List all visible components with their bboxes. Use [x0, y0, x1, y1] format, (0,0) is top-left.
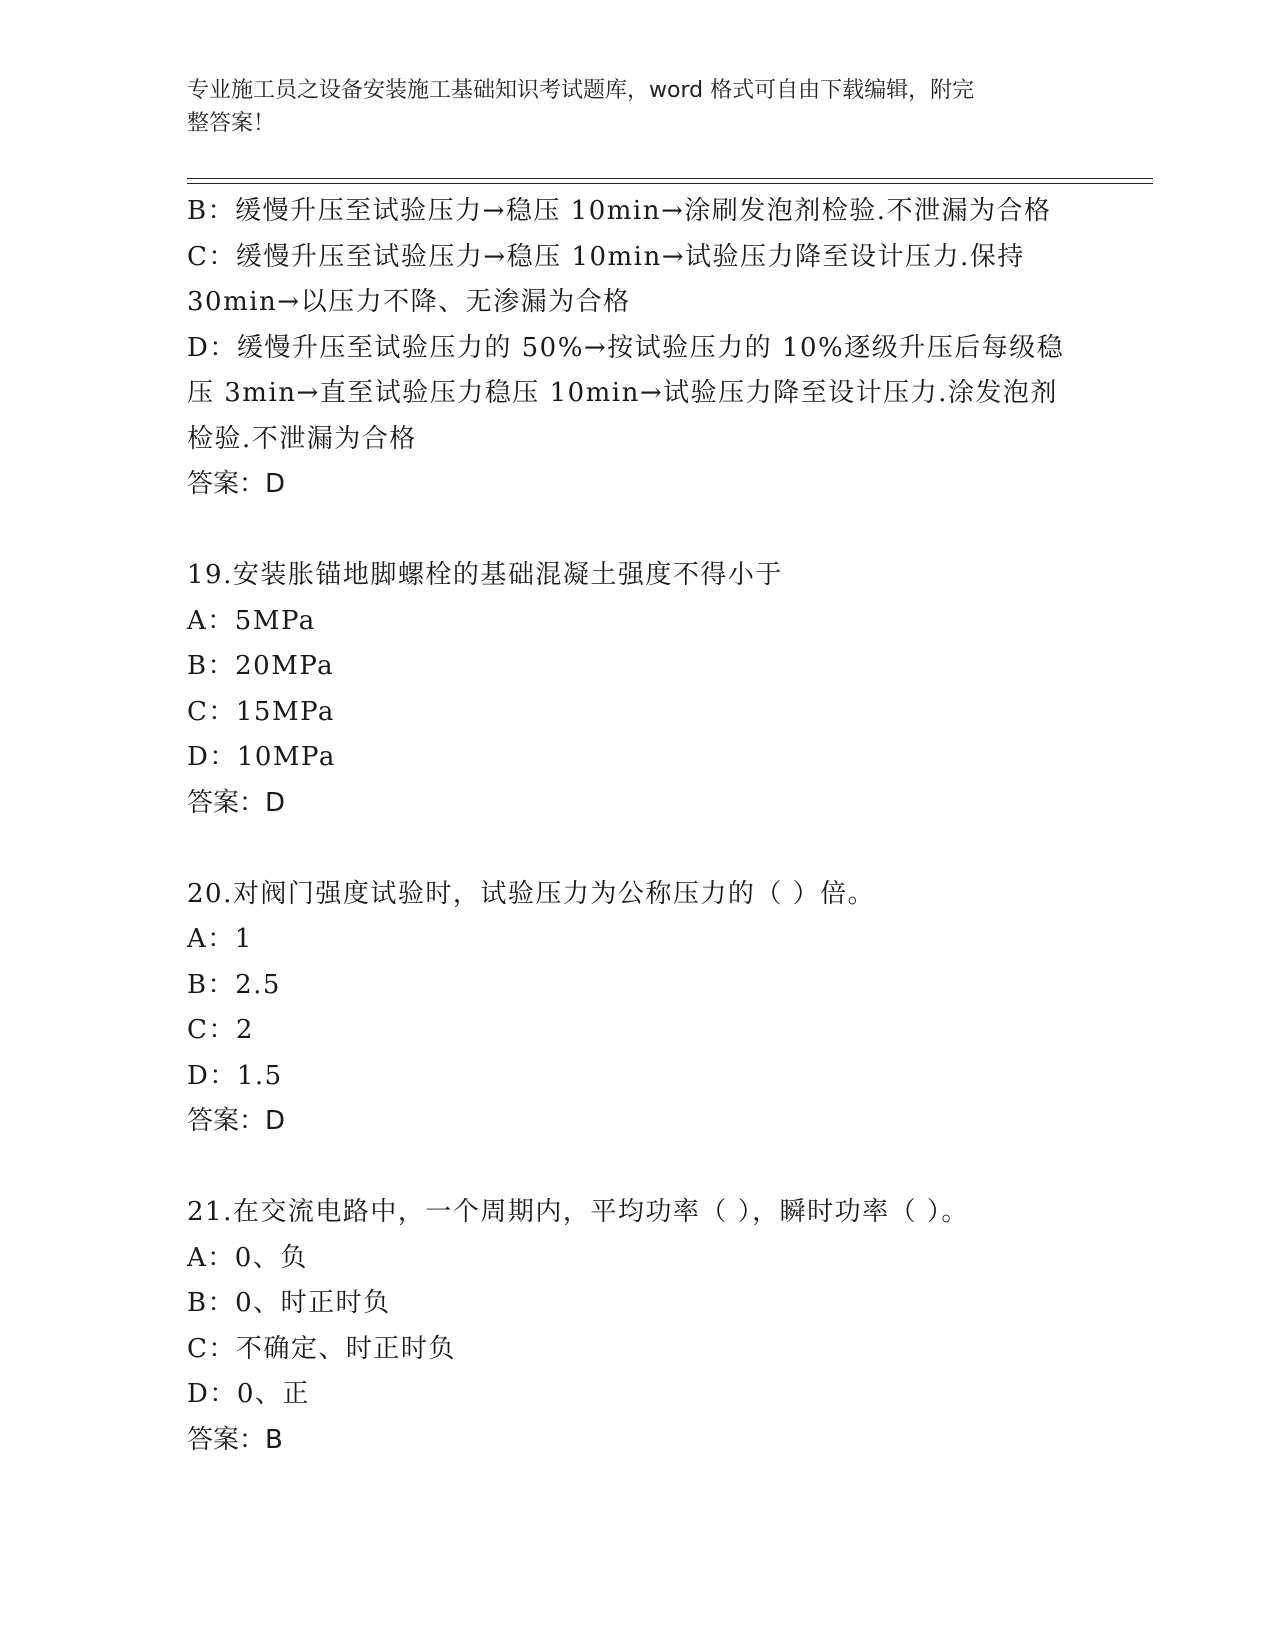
- page-header: [187, 74, 1067, 140]
- option-d: D：10MPa: [187, 742, 336, 772]
- option-line: 30min→以压力不降、无渗漏为合格: [187, 287, 631, 317]
- option-a: A：0、负: [187, 1242, 308, 1273]
- header-rule-top: [187, 178, 1153, 179]
- option-b: B：20MPa: [187, 651, 335, 681]
- option-d: D：1.5: [187, 1060, 283, 1091]
- option-b: B：0、时正时负: [187, 1288, 391, 1318]
- question-20: [187, 872, 1087, 1145]
- answer-label: 答案：B: [187, 1424, 283, 1455]
- header-rule-bottom: [187, 183, 1153, 184]
- question-stem: 19.安装胀锚地脚螺栓的基础混凝土强度不得小于: [187, 560, 783, 590]
- option-b: B：2.5: [187, 969, 281, 1000]
- option-a: A：1: [187, 924, 253, 954]
- option-line: 检验.不泄漏为合格: [187, 423, 417, 454]
- question-18-continued: [187, 189, 1087, 508]
- option-c: C：不确定、时正时负: [187, 1333, 456, 1364]
- question-21: [187, 1190, 1087, 1463]
- question-stem: 21.在交流电路中，一个周期内，平均功率（ ），瞬时功率（ ）。: [187, 1197, 969, 1227]
- option-c: C：2: [187, 1015, 254, 1045]
- option-d: D：0、正: [187, 1379, 310, 1409]
- option-line: 压 3min→直至试验压力稳压 10min→试验压力降至设计压力.涂发泡剂: [187, 378, 1058, 408]
- answer-label: 答案：D: [187, 787, 286, 818]
- option-a: A：5MPa: [187, 605, 316, 636]
- option-line: B：缓慢升压至试验压力→稳压 10min→涂刷发泡剂检验.不泄漏为合格: [187, 196, 1052, 226]
- spacer: [187, 1145, 1087, 1191]
- spacer: [187, 508, 1087, 554]
- option-c: C：15MPa: [187, 696, 335, 727]
- header-line-2: 整答案！: [187, 111, 276, 136]
- spacer: [187, 826, 1087, 872]
- question-19: [187, 553, 1087, 826]
- option-line: C：缓慢升压至试验压力→稳压 10min→试验压力降至设计压力.保持: [187, 241, 1025, 272]
- option-line: D：缓慢升压至试验压力的 50%→按试验压力的 10%逐级升压后每级稳: [187, 332, 1065, 363]
- document-body: [187, 189, 1087, 1463]
- header-line-1: 专业施工员之设备安装施工基础知识考试题库，word 格式可自由下载编辑，附完: [187, 78, 975, 103]
- question-stem: 20.对阀门强度试验时，试验压力为公称压力的（ ）倍。: [187, 878, 876, 909]
- answer-label: 答案：D: [187, 469, 286, 499]
- answer-label: 答案：D: [187, 1106, 286, 1136]
